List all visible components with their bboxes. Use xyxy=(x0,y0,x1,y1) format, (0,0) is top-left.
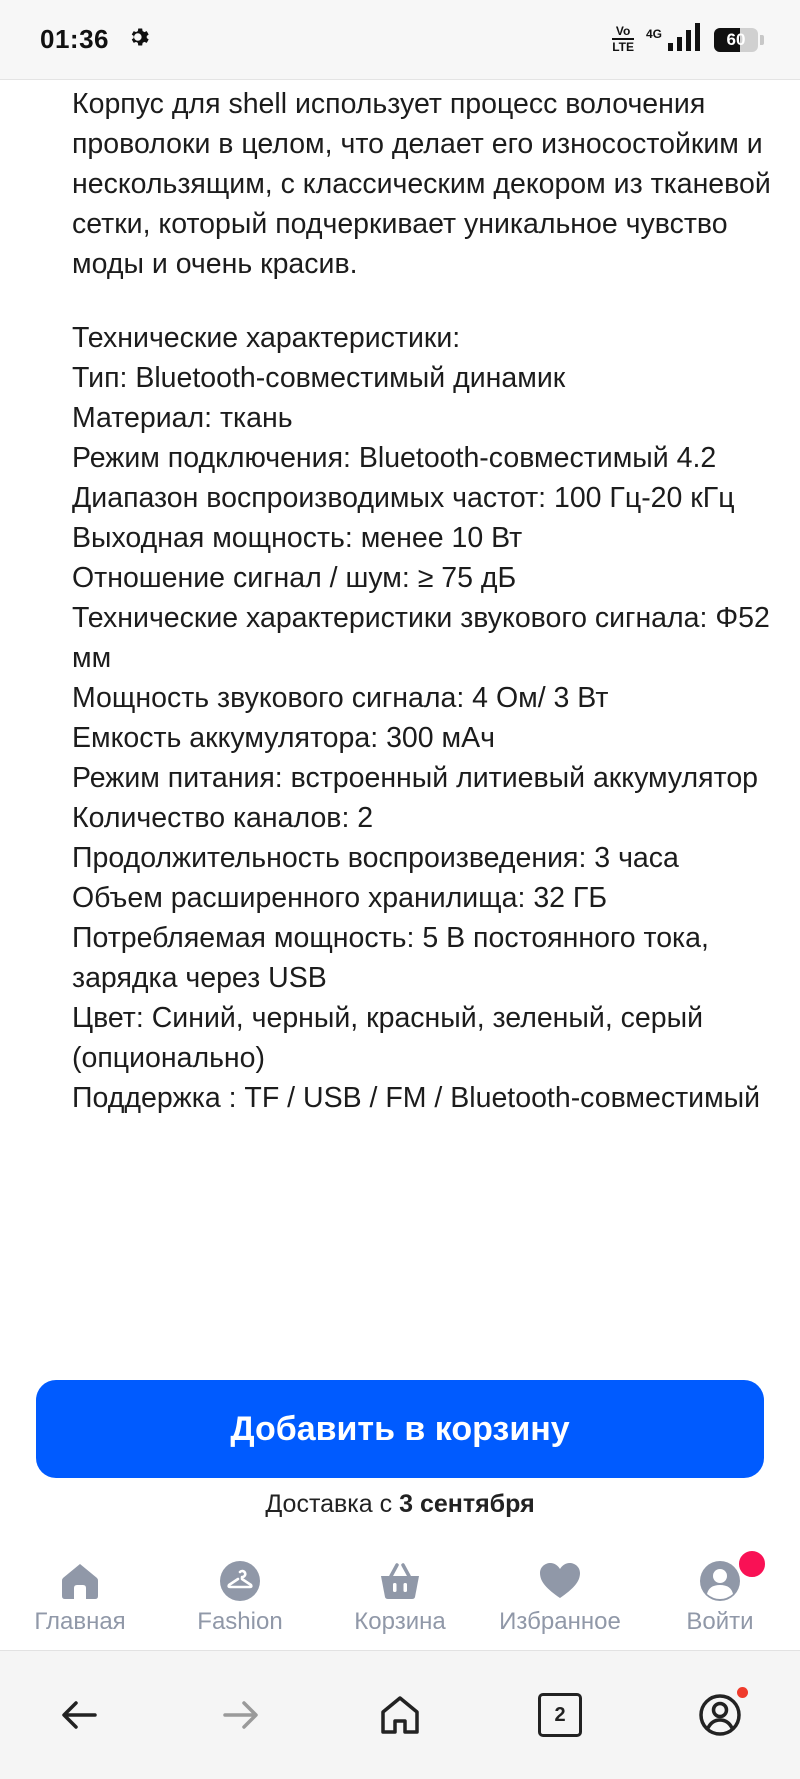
profile-notification-dot xyxy=(737,1687,748,1698)
delivery-info xyxy=(0,1490,800,1519)
add-to-cart-button[interactable]: Добавить в корзину xyxy=(36,1380,764,1478)
spec-line: Тип: Bluetooth-совместимый динамик xyxy=(72,362,566,394)
tab-fashion-label: Fashion xyxy=(197,1608,283,1635)
battery-tip xyxy=(760,35,764,45)
browser-home-button[interactable] xyxy=(360,1675,440,1755)
heart-icon xyxy=(537,1558,583,1604)
spec-line: Технические характеристики звукового сигнала: Φ52 мм xyxy=(72,602,770,674)
product-description xyxy=(72,80,772,1360)
status-bar xyxy=(0,0,800,80)
hanger-icon xyxy=(217,1558,263,1604)
arrow-right-icon xyxy=(217,1692,263,1738)
tab-count: 2 xyxy=(538,1693,582,1737)
network-type: 4G xyxy=(645,27,662,41)
profile-button[interactable] xyxy=(680,1675,760,1755)
profile-icon xyxy=(697,1692,743,1738)
status-time: 01:36 xyxy=(40,24,109,54)
tab-favorites-label: Избранное xyxy=(499,1608,621,1635)
spec-list xyxy=(72,318,772,1118)
tab-cart-label: Корзина xyxy=(354,1608,446,1635)
settings-gear-icon xyxy=(127,24,153,55)
tab-login-label: Войти xyxy=(686,1608,754,1635)
delivery-date: 3 сентября xyxy=(399,1490,535,1518)
volte-indicator: Vo LTE xyxy=(612,24,634,54)
spec-line: Мощность звукового сигнала: 4 Ом/ 3 Вт xyxy=(72,682,609,714)
bottom-tab-bar xyxy=(0,1540,800,1650)
spec-line: Режим питания: встроенный литиевый аккумулятор xyxy=(72,762,759,794)
spec-line: Поддержка : TF / USB / FM / Bluetooth-совместимый xyxy=(72,1082,761,1114)
spec-line: Количество каналов: 2 xyxy=(72,802,374,834)
back-button[interactable] xyxy=(40,1675,120,1755)
battery-icon xyxy=(714,28,758,52)
tab-home-label: Главная xyxy=(34,1608,126,1635)
notification-badge xyxy=(736,1548,768,1580)
home-icon xyxy=(57,1558,103,1604)
tab-fashion[interactable] xyxy=(160,1540,320,1650)
tab-home[interactable] xyxy=(0,1540,160,1650)
browser-toolbar xyxy=(0,1650,800,1779)
spec-line: Отношение сигнал / шум: ≥ 75 дБ xyxy=(72,562,517,594)
spec-line: Продолжительность воспроизведения: 3 часа xyxy=(72,842,679,874)
signal-icon xyxy=(668,23,702,56)
spec-line: Материал: ткань xyxy=(72,402,293,434)
spec-line: Выходная мощность: менее 10 Вт xyxy=(72,522,523,554)
spec-line: Потребляемая мощность: 5 В постоянного тока, зарядка через USB xyxy=(72,922,709,994)
description-paragraph: Корпус для shell использует процесс волочения проволоки в целом, что делает его износостойким и нескользящим, с классическим декором из тканевой сетки, который подчеркивает уникальное чувство моды и очень красив. xyxy=(72,88,771,280)
delivery-prefix: Доставка с xyxy=(265,1490,393,1518)
basket-icon xyxy=(377,1558,423,1604)
spec-line: Режим подключения: Bluetooth-совместимый 4.2 xyxy=(72,442,717,474)
tab-login[interactable] xyxy=(640,1540,800,1650)
spec-line: Объем расширенного хранилища: 32 ГБ xyxy=(72,882,608,914)
tabs-button[interactable] xyxy=(520,1675,600,1755)
spec-line: Диапазон воспроизводимых частот: 100 Гц-20 кГц xyxy=(72,482,735,514)
arrow-left-icon xyxy=(57,1692,103,1738)
home-outline-icon xyxy=(377,1692,423,1738)
spec-line: Емкость аккумулятора: 300 мАч xyxy=(72,722,495,754)
spec-line: Технические характеристики: xyxy=(72,322,461,354)
battery-level: 60 xyxy=(726,29,746,49)
spec-line: Цвет: Синий, черный, красный, зеленый, серый (опционально) xyxy=(72,1002,704,1074)
tab-cart[interactable] xyxy=(320,1540,480,1650)
forward-button[interactable] xyxy=(200,1675,280,1755)
tab-favorites[interactable] xyxy=(480,1540,640,1650)
